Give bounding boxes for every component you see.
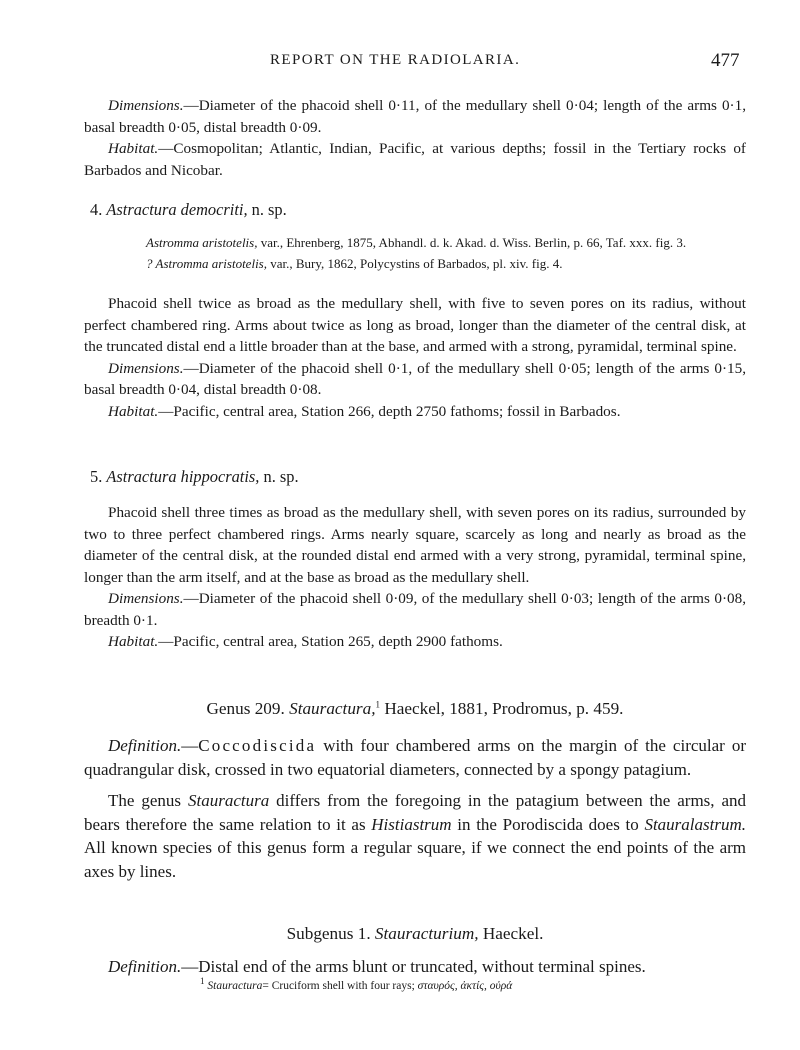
dimensions-text: —Diameter of the phacoid shell 0·09, of the medullary shell 0·03; length of the arms 0·08, breadth 0·1. <box>84 590 746 629</box>
species-3-habitat <box>84 138 746 181</box>
species-heading <box>84 467 746 487</box>
subgenus-suffix: Haeckel. <box>482 924 544 943</box>
dimensions-text: —Diameter of the phacoid shell 0·1, of the medullary shell 0·05; length of the arms 0·15, basal breadth 0·04, distal breadth 0·08. <box>84 359 746 398</box>
species-5-habitat <box>84 631 746 653</box>
subgenus-prefix: Subgenus 1. <box>286 924 371 943</box>
species-number: 5. <box>90 467 103 486</box>
genus-name: Stauractura, <box>289 699 376 718</box>
subgenus-body <box>84 955 746 979</box>
footnote-text: = Cruciform shell with four rays; <box>262 979 415 992</box>
synonym-text: var., Bury, 1862, Polycystins of Barbados, pl. xiv. fig. 4. <box>270 256 563 271</box>
species-heading <box>84 200 746 220</box>
remarks-text: All known species of this genus form a regular square, if we connect the end points of the arm axes by lines. <box>84 838 746 881</box>
subgenus-definition <box>84 955 746 979</box>
synonym-entry <box>146 233 746 252</box>
genus-ref: Stauralastrum. <box>644 814 746 834</box>
subgenus-heading-block <box>84 924 746 944</box>
synonym-entry <box>146 254 746 273</box>
footnote <box>200 976 512 992</box>
footnote-mark: 1 <box>375 699 381 710</box>
species-5-description: Phacoid shell three times as broad as the medullary shell, with seven pores on its radius, surrounded by two to three perfect chambered rings. Arms nearly square, scarcely as long and nearly as broad as the diameter of the central disk, at the rounded distal end armed with a very strong, pyramidal, terminal spine, longer than the arm itself, and at the base as broad as the medullary shell. <box>84 504 746 586</box>
remarks-text: differs from the foregoing in the patagium between the arms, and bears therefore the same relation to it as <box>84 791 747 834</box>
genus-ref: Histiastrum <box>371 814 452 834</box>
species-4-heading <box>84 200 746 220</box>
species-4-description: Phacoid shell twice as broad as the medullary shell, with five to seven pores on its radius, without perfect chambered ring. Arms about twice as long as broad, longer than the diameter of the central disk, at the truncated distal end a little broader than at the base, and armed with a strong, pyramidal, terminal spine. <box>84 295 746 355</box>
species-4-body <box>84 293 746 422</box>
synonym-name: Astromma aristotelis, <box>146 235 258 250</box>
running-header <box>0 52 800 76</box>
species-4-dimensions <box>84 358 746 401</box>
dimensions-text: —Diameter of the phacoid shell 0·11, of the medullary shell 0·04; length of the arms 0·1, basal breadth 0·05, distal breadth 0·09. <box>84 97 746 136</box>
family-name: Coccodiscida <box>198 736 317 755</box>
habitat-label: Habitat. <box>108 140 159 157</box>
page-number: 477 <box>711 50 740 71</box>
genus-definition <box>84 734 746 781</box>
definition-label: Definition. <box>108 736 182 755</box>
species-suffix: n. sp. <box>251 200 287 219</box>
subgenus-name: Stauracturium, <box>374 924 479 943</box>
footnote-greek: σταυρός, ἀκτίς, οὐρά <box>417 979 513 992</box>
genus-prefix: Genus 209. <box>206 699 285 718</box>
definition-text: with four chambered arms on the margin of the circular or quadrangular disk, crossed in two equatorial diameters, connected by a spongy patagium. <box>84 736 746 779</box>
genus-body <box>84 734 746 883</box>
running-title: REPORT ON THE RADIOLARIA. <box>270 52 521 68</box>
genus-remarks <box>84 789 746 883</box>
dimensions-label: Dimensions. <box>108 359 184 377</box>
habitat-text: —Pacific, central area, Station 266, depth 2750 fathoms; fossil in Barbados. <box>158 402 621 420</box>
dimensions-label: Dimensions. <box>108 590 184 607</box>
dimensions-label: Dimensions. <box>108 97 184 114</box>
footnote-mark: 1 <box>200 976 205 986</box>
genus-heading <box>84 699 746 719</box>
remarks-text: The genus <box>108 791 182 810</box>
genus-ref: Stauractura <box>187 791 270 810</box>
species-4-synonyms <box>84 233 746 273</box>
species-name: Astractura hippocratis, <box>106 467 260 486</box>
synonym-name: ? Astromma aristotelis, <box>146 256 267 271</box>
synonym-text: var., Ehrenberg, 1875, Abhandl. d. k. Akad. d. Wiss. Berlin, p. 66, Taf. xxx. fig. 3. <box>260 235 687 250</box>
species-suffix: n. sp. <box>263 467 299 486</box>
species-3-dimensions <box>84 95 746 138</box>
definition-dash: — <box>181 736 199 755</box>
definition-text: —Distal end of the arms blunt or truncated, without terminal spines. <box>181 957 646 976</box>
habitat-text: —Pacific, central area, Station 265, depth 2900 fathoms. <box>158 633 503 650</box>
species-3-continuation <box>84 95 746 181</box>
subgenus-heading <box>84 924 746 944</box>
remarks-text: in the Porodiscida does to <box>457 814 639 834</box>
habitat-text: —Cosmopolitan; Atlantic, Indian, Pacific, at various depths; fossil in the Tertiary rocks of Barbados and Nicobar. <box>84 140 746 179</box>
species-5-heading <box>84 467 746 487</box>
habitat-label: Habitat. <box>108 402 159 420</box>
definition-label: Definition. <box>108 957 182 976</box>
species-name: Astractura democriti, <box>106 200 248 219</box>
habitat-label: Habitat. <box>108 633 159 650</box>
species-5-body <box>84 502 746 653</box>
footnote-term: Stauractura <box>207 979 263 992</box>
genus-suffix: Haeckel, 1881, Prodromus, p. 459. <box>384 699 624 718</box>
genus-heading-block <box>84 699 746 719</box>
species-4-habitat <box>84 401 746 423</box>
species-5-dimensions <box>84 588 746 631</box>
species-number: 4. <box>90 200 103 219</box>
